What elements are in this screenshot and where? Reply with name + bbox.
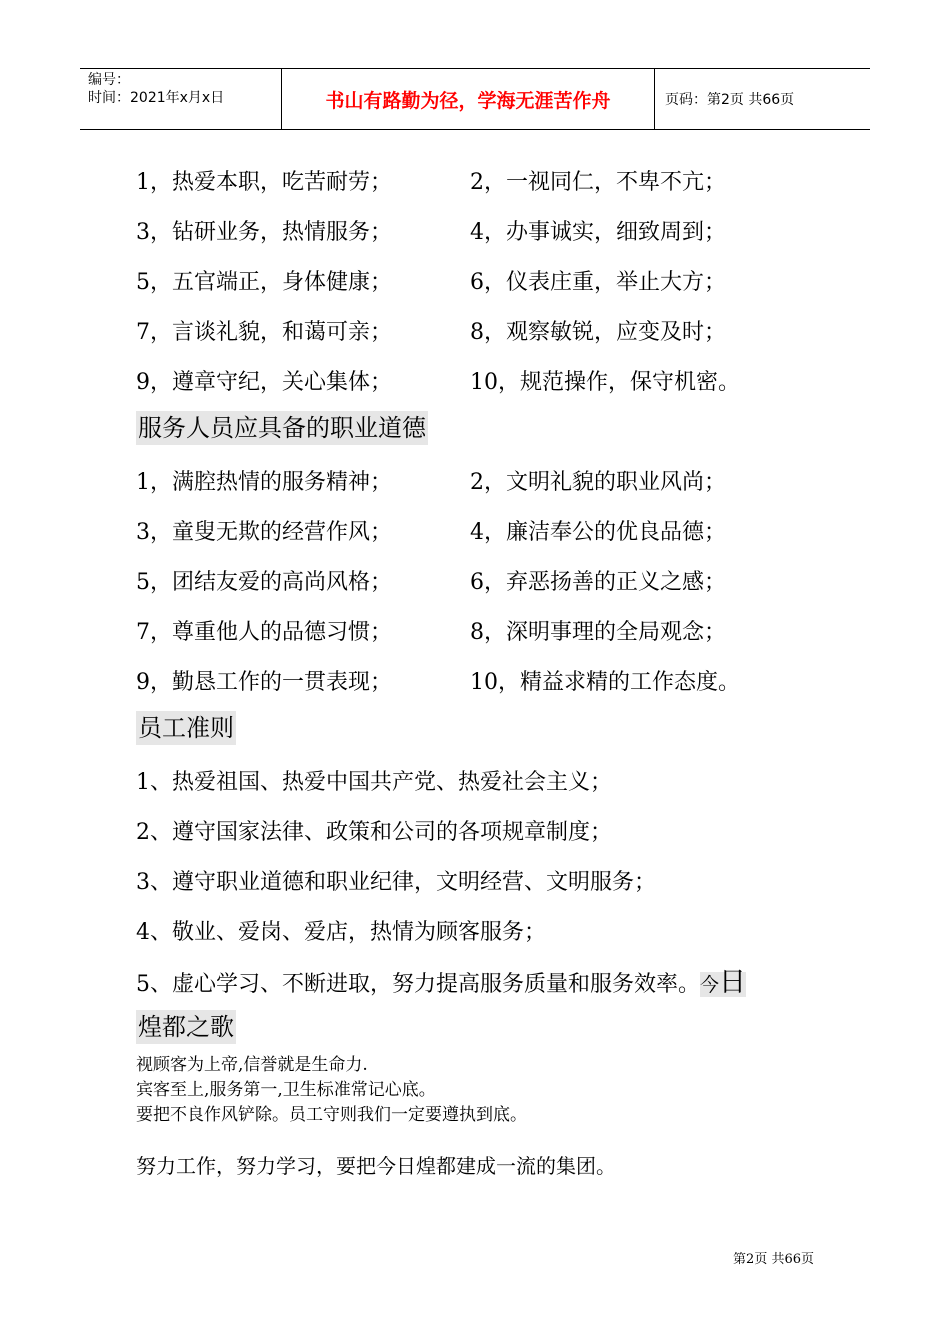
list-item bbox=[136, 215, 836, 255]
highlight-small-char: 今 bbox=[700, 974, 720, 996]
list-item bbox=[136, 465, 836, 505]
rule-item: 3、遵守职业道德和职业纪律，文明经营、文明服务； bbox=[136, 870, 656, 895]
rule-item-last bbox=[136, 960, 746, 999]
quality-item: 5，五官端正，身体健康； bbox=[136, 270, 392, 295]
ethics-item: 7，尊重他人的品德习惯； bbox=[136, 620, 392, 645]
song-line: 视顾客为上帝,信誉就是生命力. bbox=[136, 1055, 368, 1075]
song-line: 努力工作，努力学习，要把今日煌都建成一流的集团。 bbox=[136, 1154, 616, 1178]
ethics-item: 5，团结友爱的高尚风格； bbox=[136, 570, 392, 595]
quality-item: 7，言谈礼貌，和蔼可亲； bbox=[136, 320, 392, 345]
highlight-big-char: 日 bbox=[719, 967, 747, 998]
date-line: 时间：2021年x月x日 bbox=[88, 90, 225, 106]
rule-item: 4、敬业、爱岗、爱店，热情为顾客服务； bbox=[136, 920, 546, 945]
ethics-item: 1，满腔热情的服务精神； bbox=[136, 470, 392, 495]
list-item bbox=[136, 565, 836, 605]
quality-item: 1，热爱本职，吃苦耐劳； bbox=[136, 170, 392, 195]
list-item bbox=[136, 165, 836, 205]
quality-item: 6，仪表庄重，举止大方； bbox=[470, 270, 726, 295]
list-item bbox=[136, 365, 836, 405]
rule-item-text: 5、虚心学习、不断进取，努力提高服务质量和服务效率。 bbox=[136, 972, 700, 997]
ethics-heading: 服务人员应具备的职业道德 bbox=[136, 411, 428, 445]
ethics-item: 8，深明事理的全局观念； bbox=[470, 620, 726, 645]
list-item bbox=[136, 665, 836, 705]
ethics-item: 4，廉洁奉公的优良品德； bbox=[470, 520, 726, 545]
quality-item: 9，遵章守纪，关心集体； bbox=[136, 370, 392, 395]
ethics-item: 2，文明礼貌的职业风尚； bbox=[470, 470, 726, 495]
ethics-item: 6，弃恶扬善的正义之感； bbox=[470, 570, 726, 595]
page-header bbox=[80, 68, 870, 130]
highlighted-fragment bbox=[700, 967, 747, 998]
song-line: 宾客至上,服务第一,卫生标准常记心底。 bbox=[136, 1080, 436, 1100]
quality-item: 2，一视同仁，不卑不亢； bbox=[470, 170, 726, 195]
quality-item: 8，观察敏锐，应变及时； bbox=[470, 320, 726, 345]
list-item bbox=[136, 315, 836, 355]
song-line: 要把不良作风铲除。员工守则我们一定要遵执到底。 bbox=[136, 1105, 527, 1125]
quality-item: 10，规范操作，保守机密。 bbox=[470, 370, 740, 395]
list-item bbox=[136, 615, 836, 655]
song-heading: 煌都之歌 bbox=[136, 1010, 236, 1044]
list-item bbox=[136, 515, 836, 555]
rule-item: 1、热爱祖国、热爱中国共产党、热爱社会主义； bbox=[136, 770, 612, 795]
header-meta-cell bbox=[80, 69, 282, 129]
quality-item: 4，办事诚实，细致周到； bbox=[470, 220, 726, 245]
rules-heading: 员工准则 bbox=[136, 711, 236, 745]
footer-page-info: 第2页 共66页 bbox=[733, 1252, 814, 1267]
ethics-item: 10，精益求精的工作态度。 bbox=[470, 670, 740, 695]
doc-number-label: 编号： bbox=[88, 72, 130, 88]
ethics-item: 9，勤恳工作的一贯表现； bbox=[136, 670, 392, 695]
header-motto: 书山有路勤为径，学海无涯苦作舟 bbox=[282, 69, 655, 129]
header-page-info: 页码：第2页 共66页 bbox=[665, 92, 795, 108]
ethics-item: 3，童叟无欺的经营作风； bbox=[136, 520, 392, 545]
list-item bbox=[136, 265, 836, 305]
rule-item: 2、遵守国家法律、政策和公司的各项规章制度； bbox=[136, 820, 612, 845]
quality-item: 3，钻研业务，热情服务； bbox=[136, 220, 392, 245]
